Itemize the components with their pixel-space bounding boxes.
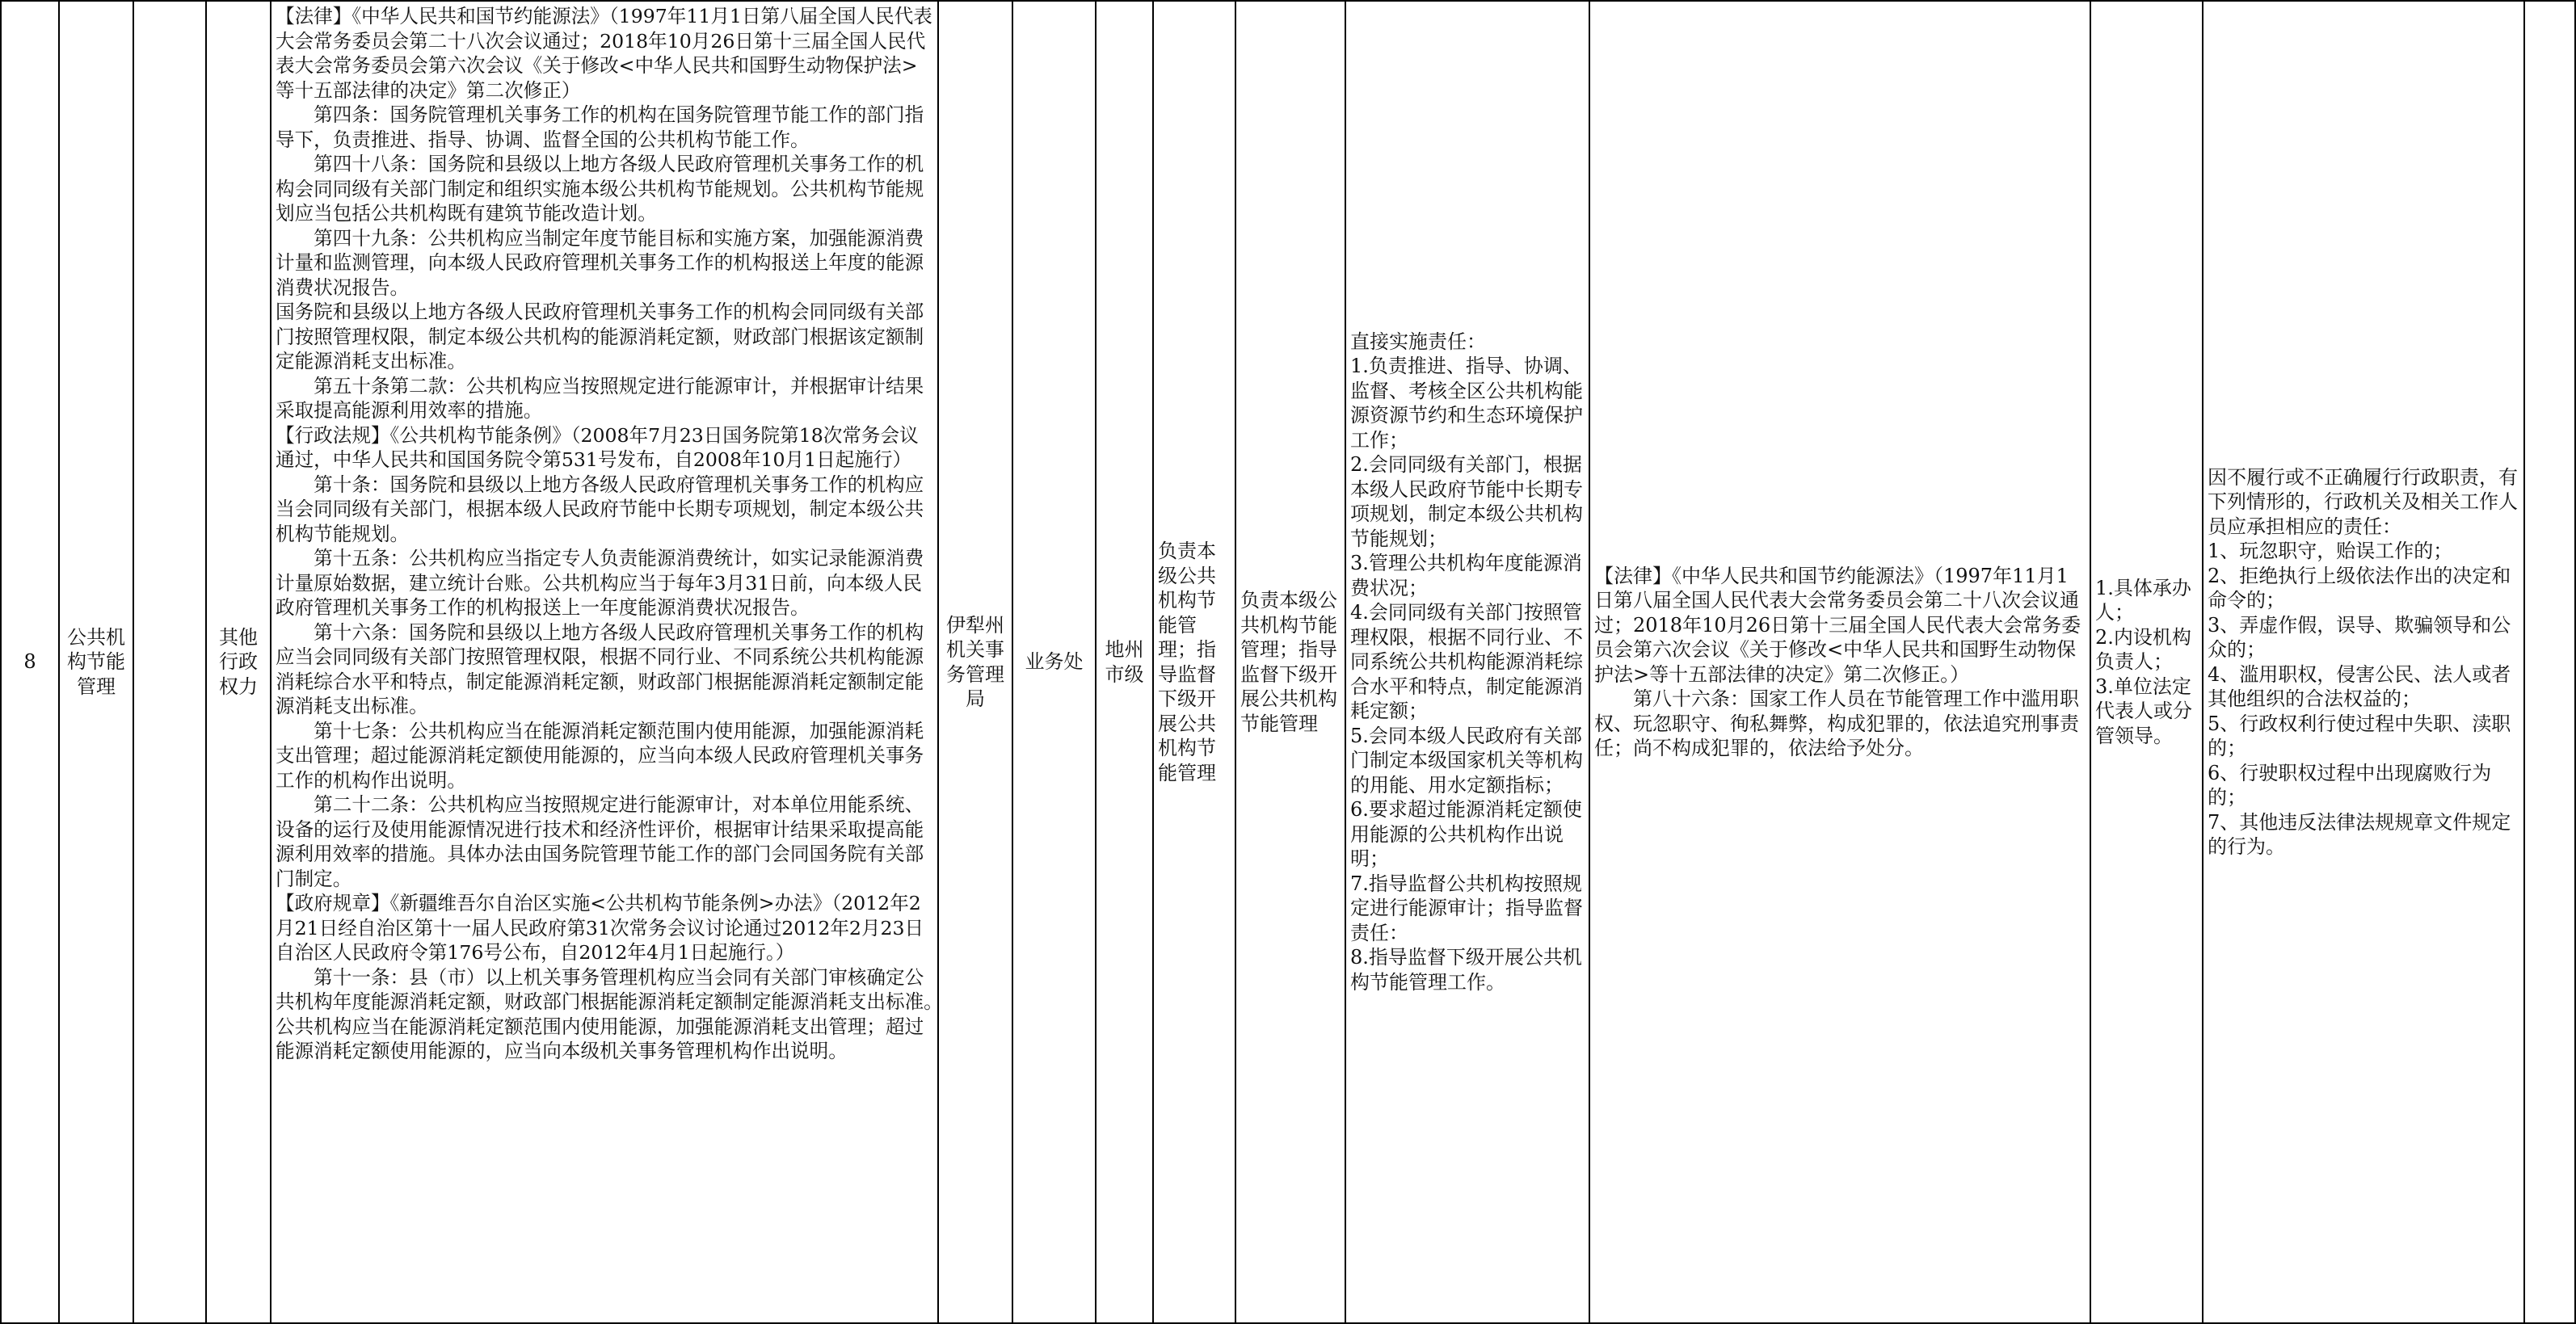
remark-cell [2524,1,2575,1323]
legal-basis-paragraph: 第四条：国务院管理机关事务工作的机构在国务院管理节能工作的部门指导下，负责推进、指导、协调、监督全国的公共机构节能工作。 [276,103,924,151]
accountability-paragraph: 【法律】《中华人民共和国节约能源法》（1997年11月1日第八届全国人民代表大会常务委员会第二十八次会议通过；2018年10月26日第十三届全国人民代表大会常务委员会第六次会议《关于修改<中华人民共和国野生动物保护法>等十五部法律的决定》第二次修正。） [1594,564,2081,686]
row-number-cell: 8 [1,1,59,1323]
legal-basis-paragraph: 【行政法规】《公共机构节能条例》（2008年7月23日国务院第18次常务会议通过，中华人民共和国国务院令第531号发布，自2008年10月1日起施行） [276,423,919,471]
legal-basis-paragraph: 第五十条第二款：公共机构应当按照规定进行能源审计，并根据审计结果采取提高能源利用效率的措施。 [276,374,924,422]
office-cell: 业务处 [1012,1,1096,1323]
legal-basis-paragraph: 第十一条：县（市）以上机关事务管理机构应当会同有关部门审核确定公共机构年度能源消耗定额，财政部门根据能源消耗定额制定能源消耗支出标准。 公共机构应当在能源消耗定额范围内使用能源，加强能源消耗支出管理；超过能源消耗定额使用能源的，应当向本级机关事务管理机构作出说明。 [276,965,953,1062]
empty-cell [133,1,206,1323]
duty-item: 8.指导监督下级开展公共机构节能管理工作。 [1350,946,1582,994]
subject-item: 2.内设机构负责人； [2095,625,2191,674]
duty-item: 1.负责推进、指导、协调、监督、考核全区公共机构能源资源节约和生态环境保护工作； [1350,355,1583,452]
duty-item: 6.要求超过能源消耗定额使用能源的公共机构作出说明； [1350,798,1582,871]
responsibility-cell: 负责本级公共机构节能管理；指导监督下级开展公共机构节能管理 [1153,1,1235,1323]
legal-basis-paragraph: 第四十八条：国务院和县级以上地方各级人民政府管理机关事务工作的机构会同同级有关部门制定和组织实施本级公共机构节能规划。公共机构节能规划应当包括公共机构既有建筑节能改造计划。 [276,153,924,225]
item-name-cell: 公共机构节能管理 [59,1,133,1323]
legal-basis-paragraph: 第四十九条：公共机构应当制定年度节能目标和实施方案，加强能源消费计量和监测管理，向本级人民政府管理机关事务工作的机构报送上年度的能源消费状况报告。 [276,226,924,299]
penalty-item: 2、拒绝执行上级依法作出的决定和命令的； [2208,564,2511,612]
table-row [1,1,2575,1323]
duty-item: 5.会同本级人民政府有关部门制定本级国家机关等机构的用能、用水定额指标； [1350,724,1583,797]
accountability-paragraph: 第八十六条：国家工作人员在节能管理工作中滥用职权、玩忽职守、徇私舞弊，构成犯罪的，依法追究刑事责任；尚不构成犯罪的，依法给予处分。 [1594,687,2079,759]
accountability-basis-cell [1589,1,2090,1323]
penalty-item: 4、滥用职权，侵害公民、法人或者其他组织的合法权益的； [2208,662,2511,710]
duty-item: 4.会同同级有关部门按照管理权限，根据不同行业、不同系统公共机构能源消耗综合水平和特点，制定能源消耗定额； [1350,601,1583,723]
subject-item: 1.具体承办人； [2095,576,2191,624]
duty-item: 直接实施责任： [1350,330,1486,353]
legal-basis-paragraph: 【政府规章】《新疆维吾尔自治区实施<公共机构节能条例>办法》（2012年2月21日经自治区第十一届人民政府第31次常务会议讨论通过2012年2月23日自治区人民政府令第176号公布，自2012年4月1日起施行。） [276,892,924,964]
penalty-item: 7、其他违反法律法规规章文件规定的行为。 [2208,810,2511,858]
responsibility-cell: 负责本级公共机构节能管理；指导监督下级开展公共机构节能管理 [1235,1,1345,1323]
legal-basis-paragraph: 第十五条：公共机构应当指定专人负责能源消费统计，如实记录能源消费计量原始数据，建立统计台账。公共机构应当于每年3月31日前，向本级人民政府管理机关事务工作的机构报送上一年度能源消费状况报告。 [276,547,924,619]
penalty-item: 因不履行或不正确履行行政职责，有下列情形的，行政机关及相关工作人员应承担相应的责任： [2208,465,2518,538]
penalties-cell [2203,1,2524,1323]
legal-basis-paragraph: 国务院和县级以上地方各级人民政府管理机关事务工作的机构会同同级有关部门按照管理权限，制定本级公共机构的能源消耗定额，财政部门根据该定额制定能源消耗支出标准。 [276,301,924,372]
penalty-item: 6、行驶职权过程中出现腐败行为的； [2208,761,2492,809]
penalty-item: 5、行政权利行使过程中失职、渎职的； [2208,712,2511,759]
legal-basis-cell [271,1,953,1323]
legal-basis-paragraph: 第十六条：国务院和县级以上地方各级人民政府管理机关事务工作的机构应当会同同级有关部门按照管理权限，根据不同行业、不同系统公共机构能源消耗综合水平和特点，制定能源消耗定额，财政部门根据能源消耗定额制定能源消耗支出标准。 [276,620,924,717]
legal-basis-paragraph: 第十条：国务院和县级以上地方各级人民政府管理机关事务工作的机构应当会同同级有关部门，根据本级人民政府节能中长期专项规划，制定本级公共机构节能规划。 [276,473,924,545]
duty-item: 2.会同同级有关部门，根据本级人民政府节能中长期专项规划，制定本级公共机构节能规划； [1350,453,1583,550]
level-cell: 地州市级 [1096,1,1153,1323]
legal-basis-paragraph: 【法律】《中华人民共和国节约能源法》（1997年11月1日第八届全国人民代表大会常务委员会第二十八次会议通过；2018年10月26日第十三届全国人民代表大会常务委员会第六次会议《关于修改<中华人民共和国野生动物保护法>等十五部法律的决定》第二次修正） [276,5,932,102]
legal-basis-paragraph: 第二十二条：公共机构应当按照规定进行能源审计，对本单位用能系统、设备的运行及使用能源情况进行技术和经济性评价，根据审计结果采取提高能源利用效率的措施。具体办法由国务院管理节能工作的部门会同国务院有关部门制定。 [276,793,924,890]
subjects-cell [2090,1,2203,1323]
penalty-item: 3、弄虚作假，误导、欺骗领导和公众的； [2208,613,2511,661]
duty-item: 7.指导监督公共机构按照规定进行能源审计；指导监督责任： [1350,872,1583,944]
duty-item: 3.管理公共机构年度能源消费状况； [1350,552,1582,599]
legal-basis-paragraph: 第十七条：公共机构应当在能源消耗定额范围内使用能源，加强能源消耗支出管理；超过能源消耗定额使用能源的，应当向本级人民政府管理机关事务工作的机构作出说明。 [276,719,924,792]
subject-item: 3.单位法定代表人或分管领导。 [2095,675,2192,747]
department-cell: 伊犁州机关事务管理局 [938,1,1012,1323]
penalty-item: 1、玩忽职守，贻误工作的； [2208,540,2453,562]
duties-cell [1345,1,1589,1323]
power-type-cell: 其他行政权力 [206,1,271,1323]
